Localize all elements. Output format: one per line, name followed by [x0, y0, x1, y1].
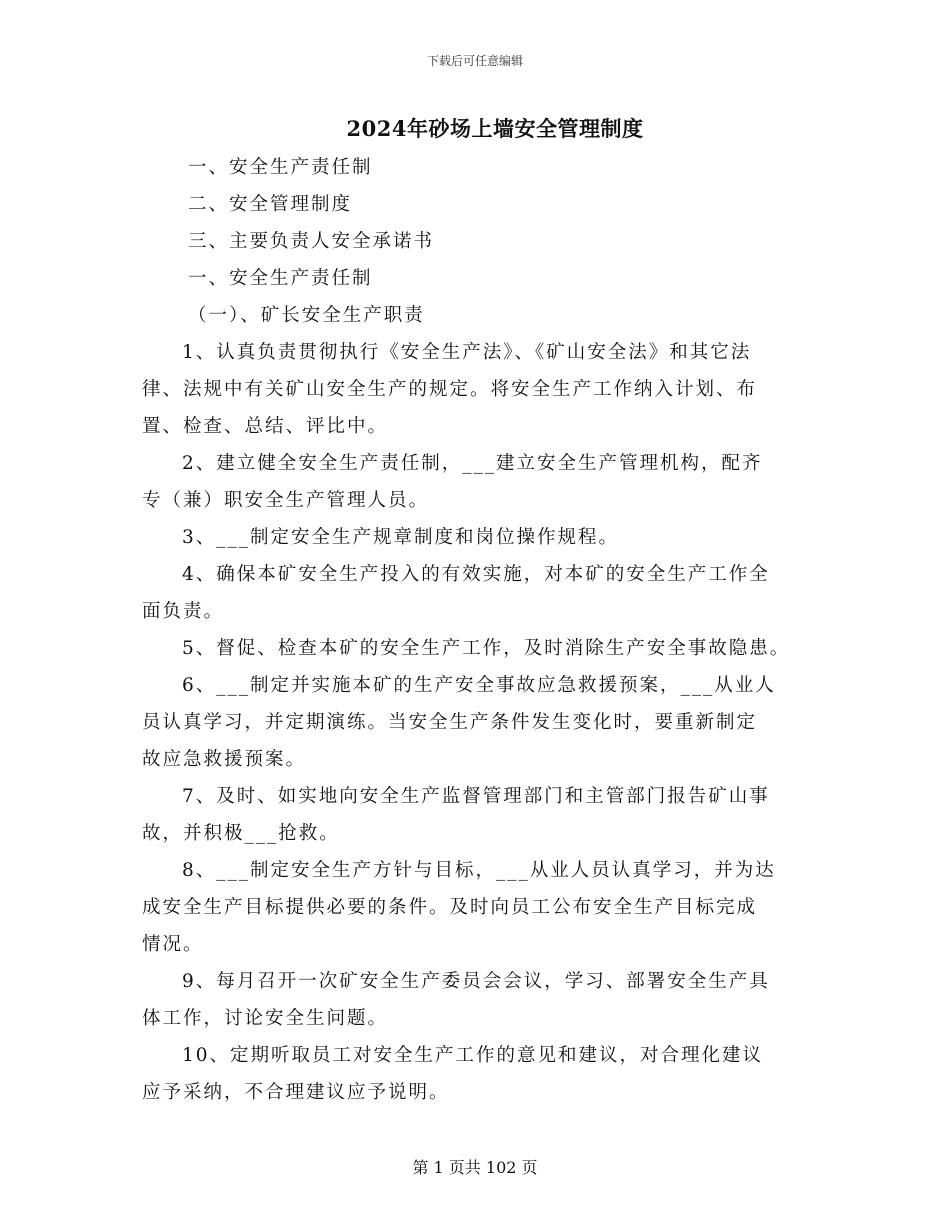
body-line: 一、安全生产责任制: [188, 268, 373, 289]
body-line: 1、认真负责贯彻执行《安全生产法》、《矿山安全法》和其它法: [182, 342, 752, 363]
body-line: 8、___制定安全生产方针与目标，___从业人员认真学习，并为达: [182, 860, 776, 881]
body-line: 律、法规中有关矿山安全生产的规定。将安全生产工作纳入计划、布: [142, 379, 758, 400]
body-line: 7、及时、如实地向安全生产监督管理部门和主管部门报告矿山事: [182, 786, 770, 807]
body-line: 应予采纳，不合理建议应予说明。: [142, 1082, 450, 1103]
body-line: 4、确保本矿安全生产投入的有效实施，对本矿的安全生产工作全: [182, 564, 770, 585]
document-body: [142, 149, 802, 1111]
body-line: 置、检查、总结、评比中。: [142, 416, 389, 437]
body-line: 10、定期听取员工对安全生产工作的意见和建议，对合理化建议: [182, 1045, 764, 1066]
body-line: 故，并积极___抢救。: [142, 823, 340, 844]
body-line: 6、___制定并实施本矿的生产安全事故应急救援预案，___从业人: [182, 675, 776, 696]
body-line: （一）、矿长安全生产职责: [188, 305, 425, 326]
body-line: 情况。: [142, 934, 204, 955]
page-number-footer: 第 1 页共 102 页: [412, 1158, 538, 1177]
body-line: 员认真学习，并定期演练。当安全生产条件发生变化时，要重新制定: [142, 712, 758, 733]
page-header-note: 下载后可任意编辑: [426, 54, 523, 68]
body-line: 3、___制定安全生产规章制度和岗位操作规程。: [182, 527, 620, 548]
body-line: 成安全生产目标提供必要的条件。及时向员工公布安全生产目标完成: [142, 897, 758, 918]
body-line: 面负责。: [142, 601, 225, 622]
document-title: 2024年砂场上墙安全管理制度: [346, 116, 644, 141]
body-line: 2、建立健全安全生产责任制，___建立安全生产管理机构，配齐: [182, 453, 763, 474]
body-line: 专（兼）职安全生产管理人员。: [142, 490, 430, 511]
body-line: 9、每月召开一次矿安全生产委员会会议，学习、部署安全生产具: [182, 971, 770, 992]
body-line: 体工作，讨论安全生问题。: [142, 1008, 389, 1029]
body-line: 二、安全管理制度: [188, 194, 353, 215]
body-line: 5、督促、检查本矿的安全生产工作，及时消除生产安全事故隐患。: [182, 638, 791, 659]
body-line: 一、安全生产责任制: [188, 157, 373, 178]
body-line: 故应急救援预案。: [142, 749, 307, 770]
body-line: 三、主要负责人安全承诺书: [188, 231, 435, 252]
